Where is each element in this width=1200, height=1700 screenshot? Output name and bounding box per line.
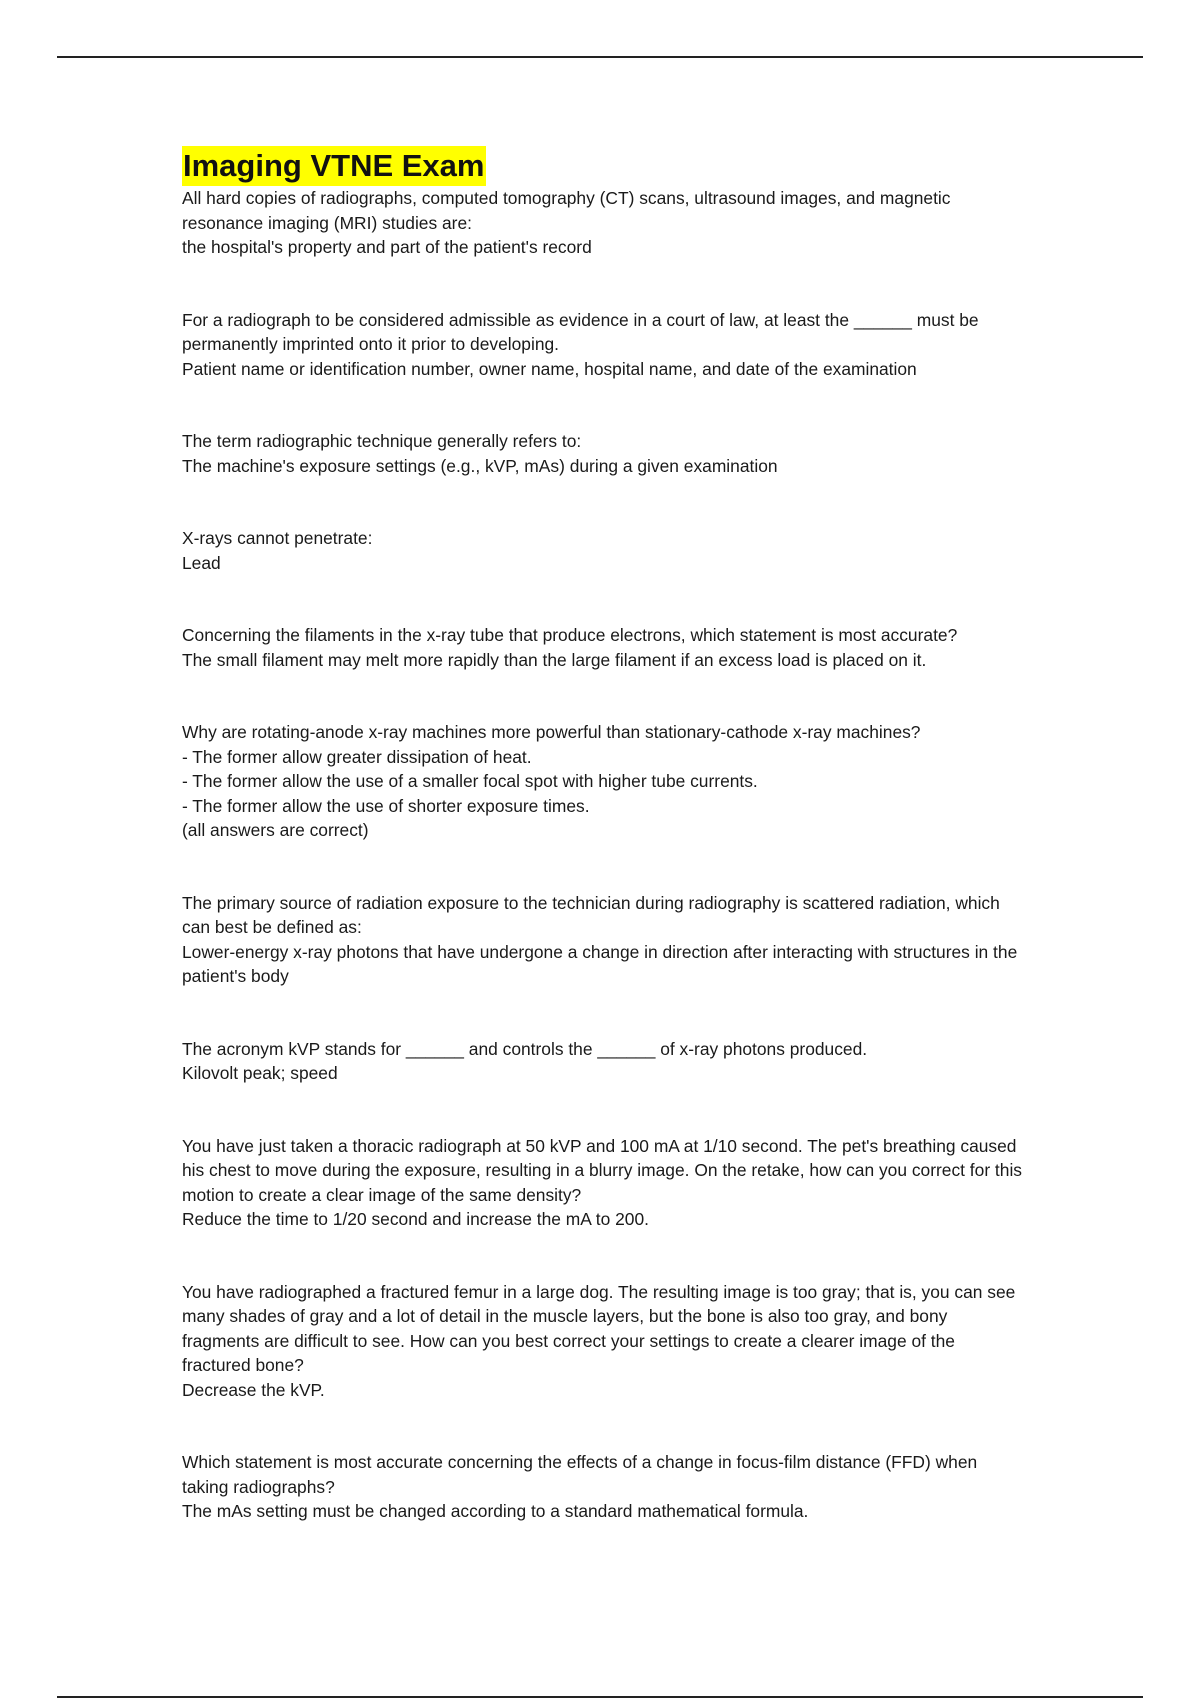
qa-item-2 xyxy=(182,308,1022,382)
qa-item-5 xyxy=(182,623,1022,672)
qa-item-3 xyxy=(182,429,1022,478)
qa-item-1 xyxy=(182,186,1022,260)
question-text: Concerning the filaments in the x-ray tube that produce electrons, which statement is most accurate? xyxy=(182,625,958,645)
qa-item-10 xyxy=(182,1280,1022,1403)
question-text: Why are rotating-anode x-ray machines more powerful than stationary-cathode x-ray machines? xyxy=(182,722,921,742)
header-rule xyxy=(57,56,1143,58)
question-text: Which statement is most accurate concerning the effects of a change in focus-film distance (FFD) when taking radiographs? xyxy=(182,1452,978,1497)
question-text: You have just taken a thoracic radiograph at 50 kVP and 100 mA at 1/10 second. The pet's breathing caused his chest to move during the exposure, resulting in a blurry image. On the retake, how can you correct for this motion to create a clear image of the same density? xyxy=(182,1135,1022,1205)
answer-text: Lower-energy x-ray photons that have undergone a change in direction after interacting with structures in the patient's body xyxy=(182,941,1018,986)
question-text: The term radiographic technique generally refers to: xyxy=(182,431,582,451)
answer-text: Lead xyxy=(182,552,221,573)
question-text: For a radiograph to be considered admissible as evidence in a court of law, at least the ______ must be permanently imprinted onto it prior to developing. xyxy=(182,309,979,354)
qa-item-7 xyxy=(182,891,1022,989)
document-title: Imaging VTNE Exam xyxy=(182,146,486,186)
answer-text: Reduce the time to 1/20 second and increase the mA to 200. xyxy=(182,1209,649,1229)
answer-line: - The former allow the use of a smaller focal spot with higher tube currents. xyxy=(182,771,758,791)
qa-item-4 xyxy=(182,526,1022,575)
question-text: The acronym kVP stands for ______ and controls the ______ of x-ray photons produced. xyxy=(182,1038,868,1059)
answer-text: The small filament may melt more rapidly than the large filament if an excess load is placed on it. xyxy=(182,649,927,670)
answer-text: The machine's exposure settings (e.g., kVP, mAs) during a given examination xyxy=(182,455,778,476)
question-text: You have radiographed a fractured femur in a large dog. The resulting image is too gray; that is, you can see many shades of gray and a lot of detail in the muscle layers, but the bone is also too gray, and bony fragments are difficult to see. How can you best correct your settings to create a clearer image of the fractured bone? xyxy=(182,1281,1016,1375)
qa-item-9 xyxy=(182,1134,1022,1232)
qa-item-6 xyxy=(182,720,1022,843)
answer-text: Kilovolt peak; speed xyxy=(182,1063,338,1083)
answer-text: the hospital's property and part of the patient's record xyxy=(182,237,592,257)
answer-line: - The former allow greater dissipation of heat. xyxy=(182,746,532,767)
question-text: All hard copies of radiographs, computed tomography (CT) scans, ultrasound images, and magnetic resonance imaging (MRI) studies are: xyxy=(182,188,951,233)
answer-text: Patient name or identification number, owner name, hospital name, and date of the examination xyxy=(182,358,917,379)
answer-text: Decrease the kVP. xyxy=(182,1379,325,1400)
qa-item-11 xyxy=(182,1450,1022,1524)
document-body xyxy=(182,146,1022,1572)
question-text: X-rays cannot penetrate: xyxy=(182,528,373,548)
question-text: The primary source of radiation exposure to the technician during radiography is scattered radiation, which can best be defined as: xyxy=(182,892,1000,937)
answer-line: (all answers are correct) xyxy=(182,820,369,840)
qa-item-8 xyxy=(182,1037,1022,1086)
answer-text: The mAs setting must be changed according to a standard mathematical formula. xyxy=(182,1501,809,1521)
footer-rule xyxy=(57,1696,1143,1698)
answer-line: - The former allow the use of shorter exposure times. xyxy=(182,795,590,816)
